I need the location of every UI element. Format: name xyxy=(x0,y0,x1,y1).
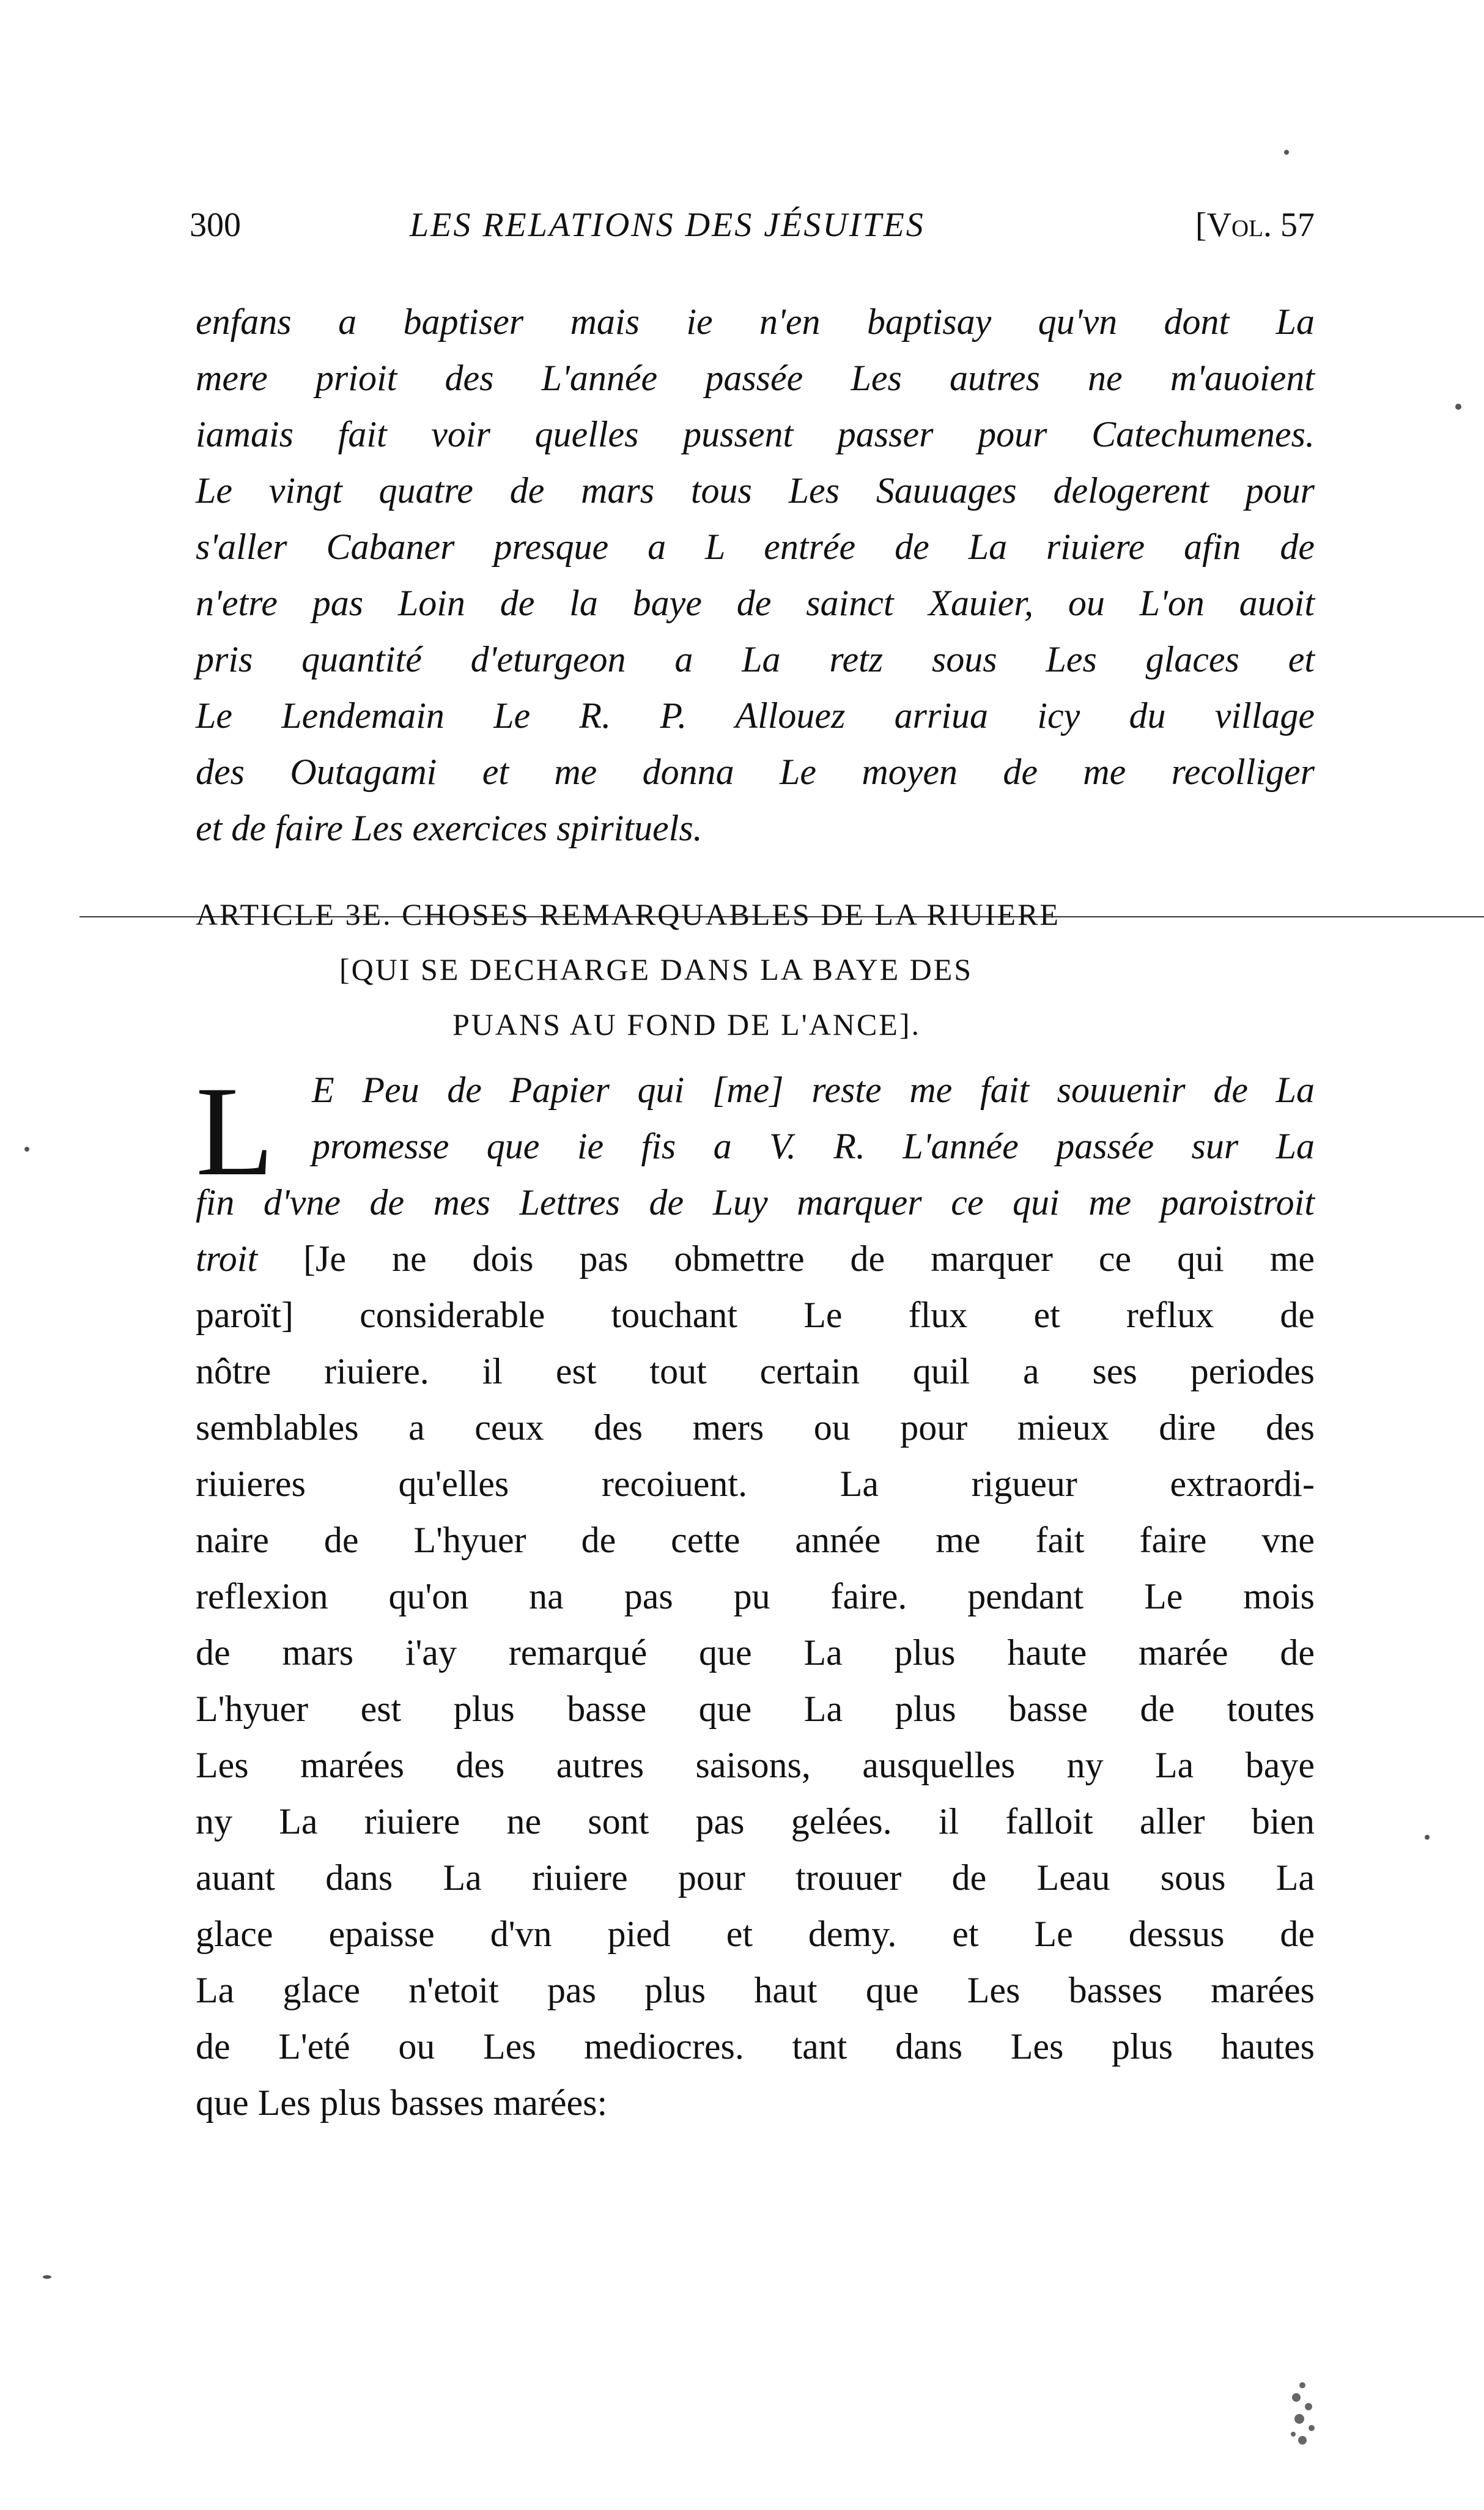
text-line: pris quantité d'eturgeon a La retz sous Les glaces et xyxy=(196,639,1315,679)
text-line: L'hyuer est plus basse que La plus basse de toutes xyxy=(196,1689,1315,1729)
text-line: La glace n'etoit pas plus haut que Les basses marées xyxy=(196,1970,1315,2010)
text-line: nôtre riuiere. il est tout certain quil a ses periodes xyxy=(196,1351,1315,1391)
text-fragment-roman: [Je ne dois pas obmettre de marquer ce qui me xyxy=(257,1238,1315,1279)
text-line: Le vingt quatre de mars tous Les Sauuages delogerent pour xyxy=(196,470,1315,511)
text-line: n'etre pas Loin de la baye de sainct Xauier, ou L'on auoit xyxy=(196,583,1315,623)
scan-speck xyxy=(1284,150,1289,155)
text-line: naire de L'hyuer de cette année me fait faire vne xyxy=(196,1520,1315,1560)
text-line: fin d'vne de mes Lettres de Luy marquer ce qui me paroistroit xyxy=(196,1182,1315,1223)
text-line: promesse que ie fis a V. R. L'année passée sur La xyxy=(312,1126,1315,1166)
text-line: Les marées des autres saisons, ausquelles ny La baye xyxy=(196,1745,1315,1785)
text-line: s'aller Cabaner presque a L entrée de La riuiere afin de xyxy=(196,527,1315,567)
text-line: que Les plus basses marées: xyxy=(196,2082,608,2123)
text-line: de mars i'ay remarqué que La plus haute marée de xyxy=(196,1632,1315,1673)
running-header xyxy=(190,194,1315,250)
article-heading-line: PUANS AU FOND DE L'ANCE]. xyxy=(452,1007,921,1042)
text-line: glace epaisse d'vn pied et demy. et Le dessus de xyxy=(196,1914,1315,1954)
scan-speck xyxy=(43,2275,51,2279)
scan-speck xyxy=(24,1147,29,1152)
text-line: E Peu de Papier qui [me] reste me fait souuenir de La xyxy=(312,1070,1315,1110)
text-line: paroït] considerable touchant Le flux et reflux de xyxy=(196,1295,1315,1335)
volume-label: [Vol. 57 xyxy=(1195,206,1315,244)
scan-speck xyxy=(1425,1835,1430,1840)
scan-speck xyxy=(1455,404,1461,410)
print-smudge-icon xyxy=(1278,2373,1327,2459)
running-title: LES RELATIONS DES JÉSUITES xyxy=(410,206,925,244)
text-line: iamais fait voir quelles pussent passer pour Catechumenes. xyxy=(196,414,1315,454)
text-line: auant dans La riuiere pour trouuer de Leau sous La xyxy=(196,1857,1315,1898)
text-line: et de faire Les exercices spirituels. xyxy=(196,808,703,848)
text-line: enfans a baptiser mais ie n'en baptisay qu'vn dont La xyxy=(196,302,1315,342)
article-heading-line: ARTICLE 3E. CHOSES REMARQUABLES DE LA RIUIERE xyxy=(196,897,1060,931)
text-line: mere prioit des L'année passée Les autres ne m'auoient xyxy=(196,358,1315,398)
page-number: 300 xyxy=(190,206,241,244)
text-line: Le Lendemain Le R. P. Allouez arriua icy du village xyxy=(196,695,1315,736)
text-line xyxy=(196,1231,1315,1287)
text-line: de L'eté ou Les mediocres. tant dans Les plus hautes xyxy=(196,2026,1315,2067)
text-line: des Outagami et me donna Le moyen de me recolliger xyxy=(196,752,1315,792)
text-line: riuieres qu'elles recoiuent. La rigueur extraordi- xyxy=(196,1464,1315,1504)
text-line: reflexion qu'on na pas pu faire. pendant Le mois xyxy=(196,1576,1315,1616)
text-fragment-italic: troit xyxy=(196,1238,258,1279)
drop-cap: L xyxy=(196,1061,275,1202)
text-line: semblables a ceux des mers ou pour mieux dire des xyxy=(196,1407,1315,1448)
article-heading-line: [QUI SE DECHARGE DANS LA BAYE DES xyxy=(339,952,973,987)
text-line: ny La riuiere ne sont pas gelées. il falloit aller bien xyxy=(196,1801,1315,1842)
